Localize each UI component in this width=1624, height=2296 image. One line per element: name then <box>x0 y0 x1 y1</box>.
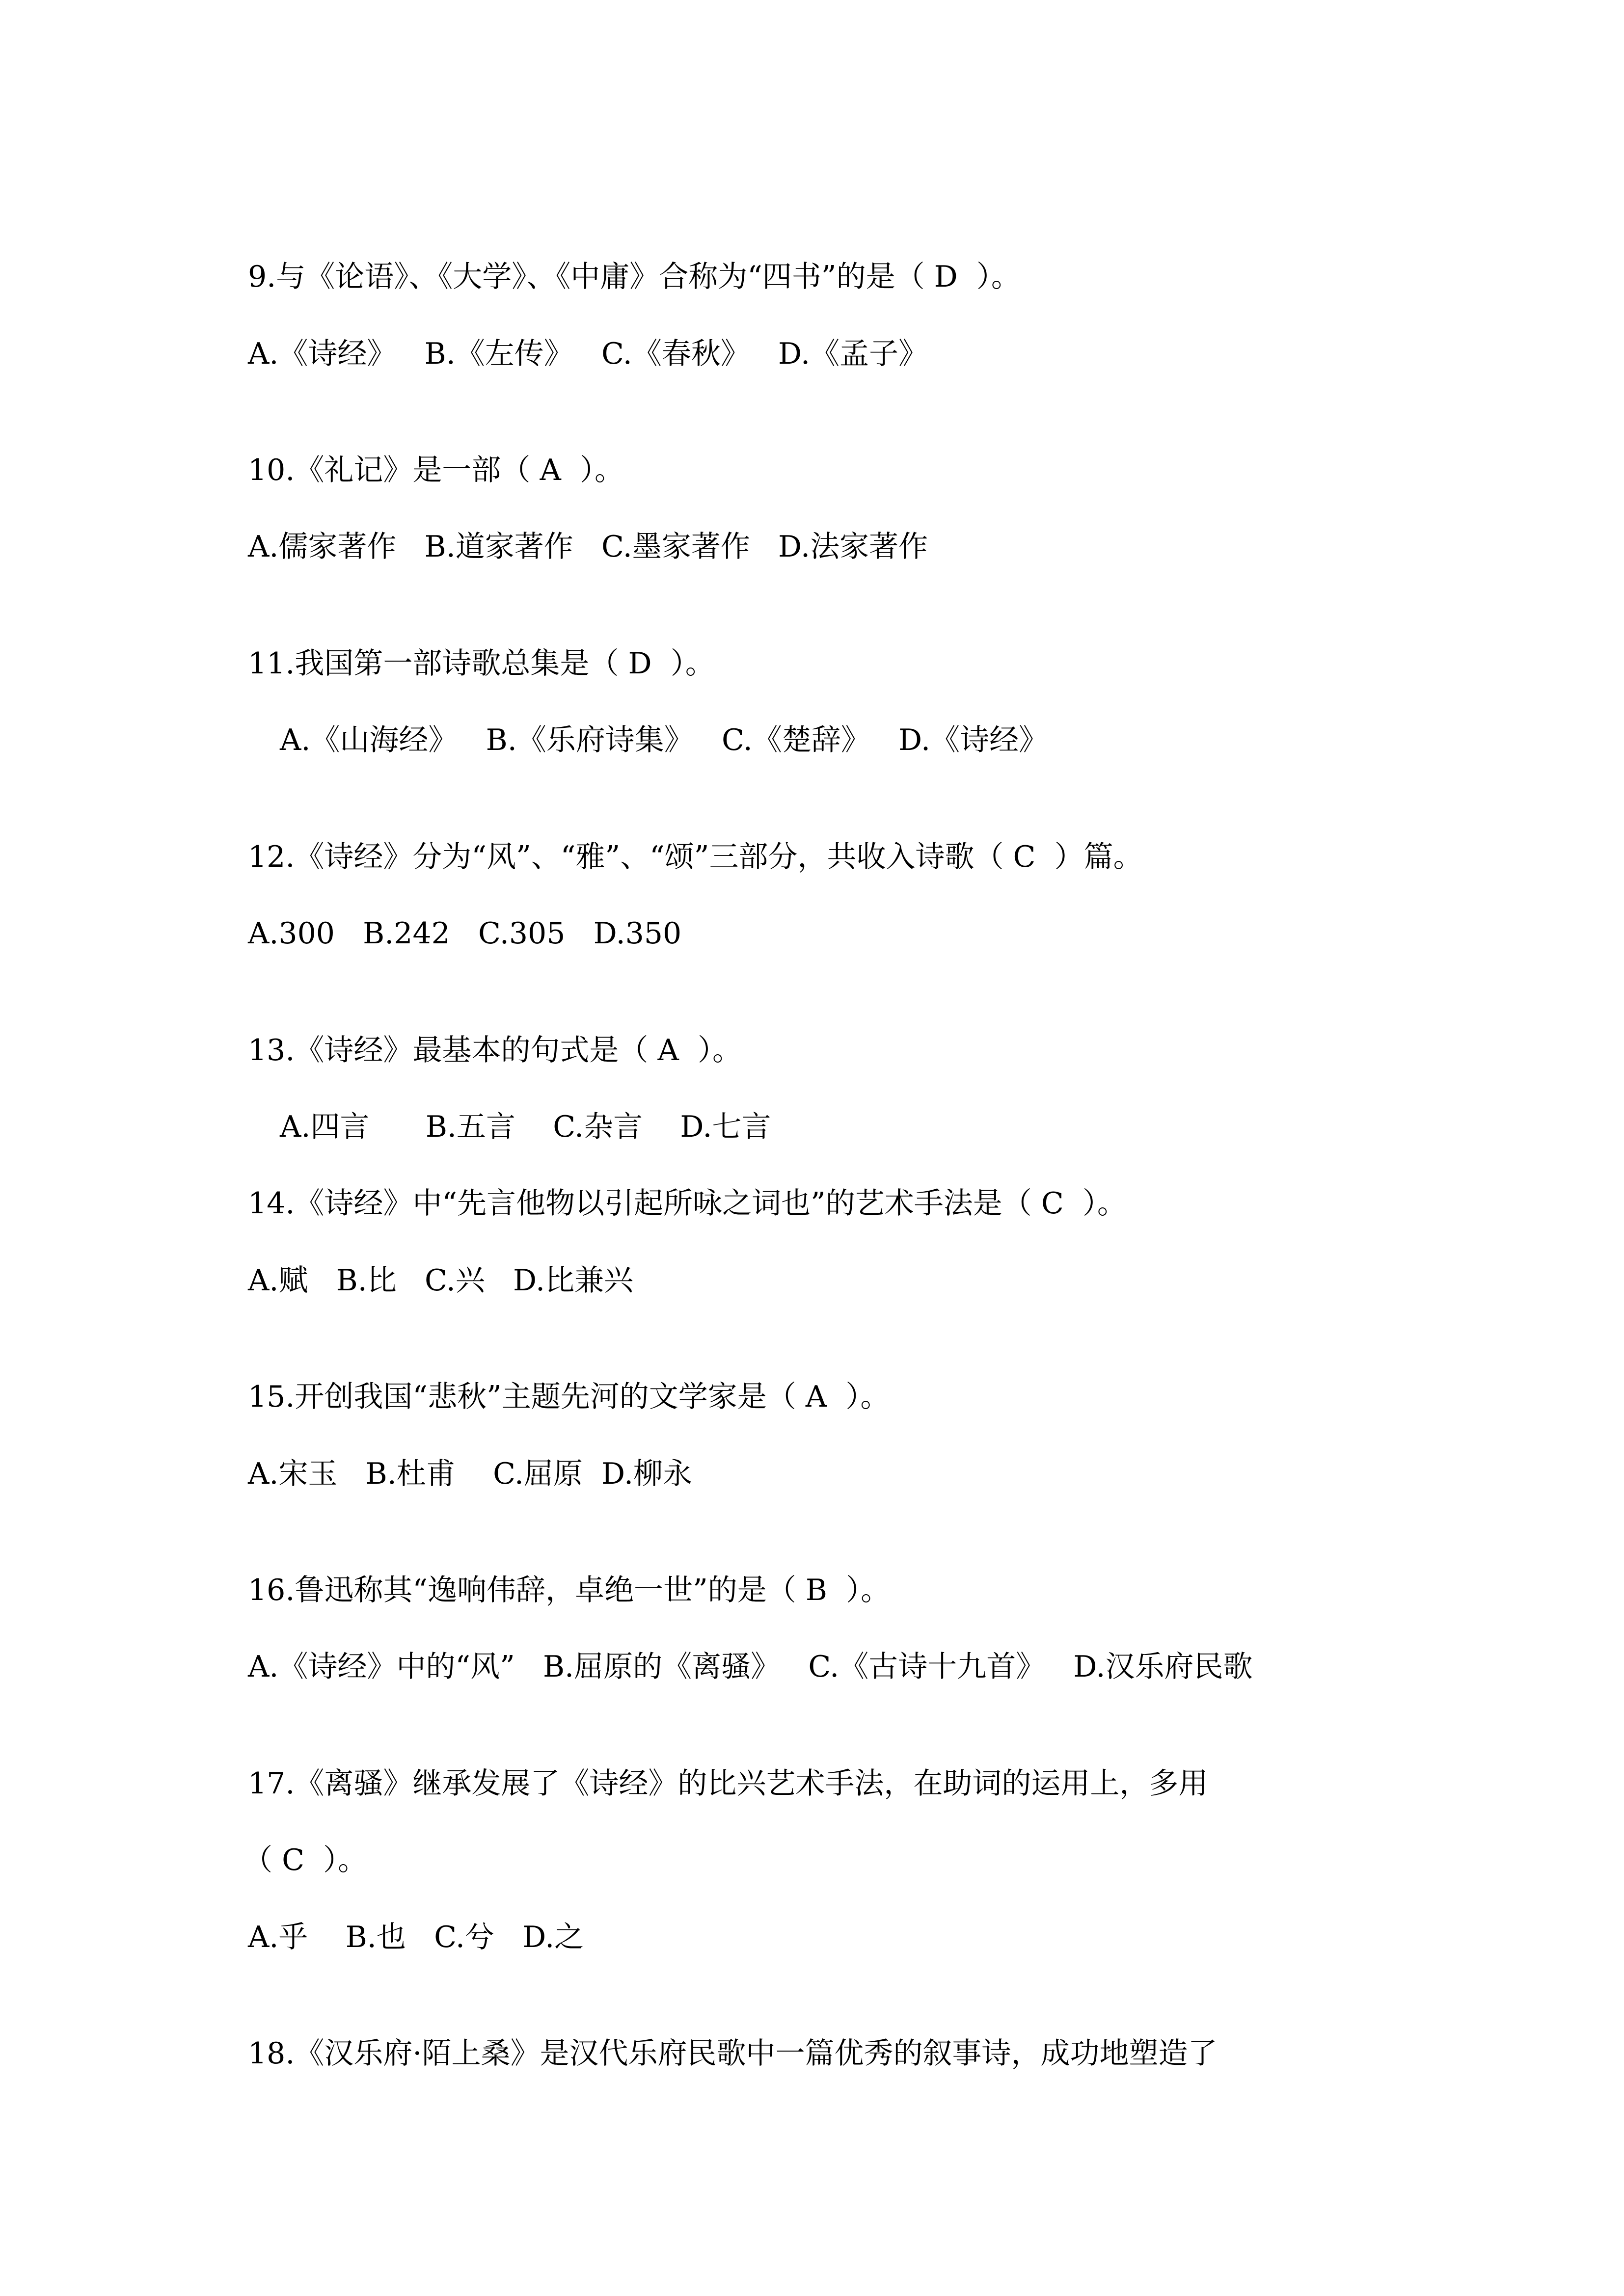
question-18: 18.《汉乐府·陌上桑》是汉代乐府民歌中一篇优秀的叙事诗，成功地塑造了 <box>248 2036 1218 2071</box>
question-10-options: A.儒家著作 B.道家著作 C.墨家著作 D.法家著作 <box>248 530 928 564</box>
question-14-options: A.赋 B.比 C.兴 D.比兼兴 <box>248 1263 634 1298</box>
question-16: 16.鲁迅称其“逸响伟辞，卓绝一世”的是（ B ）。 <box>248 1573 891 1607</box>
question-17-options: A.乎 B.也 C.兮 D.之 <box>248 1920 584 1954</box>
question-11: 11.我国第一部诗歌总集是（ D ）。 <box>248 646 715 681</box>
question-13: 13.《诗经》最基本的句式是（ A ）。 <box>248 1033 742 1068</box>
question-15: 15.开创我国“悲秋”主题先河的文学家是（ A ）。 <box>248 1380 890 1414</box>
question-12-options: A.300 B.242 C.305 D.350 <box>248 916 682 951</box>
question-13-options: A.四言 B.五言 C.杂言 D.七言 <box>280 1110 771 1144</box>
question-10: 10.《礼记》是一部（ A ）。 <box>248 453 624 487</box>
question-17-continuation: （ C ）。 <box>243 1843 368 1877</box>
question-16-options: A.《诗经》中的“风” B.屈原的《离骚》 C.《古诗十九首》 D.汉乐府民歌 <box>248 1650 1253 1684</box>
question-15-options: A.宋玉 B.杜甫 C.屈原 D.柳永 <box>248 1457 693 1491</box>
question-12: 12.《诗经》分为“风”、“雅”、“颂”三部分，共收入诗歌（ C ）篇。 <box>248 840 1143 874</box>
question-14: 14.《诗经》中“先言他物以引起所咏之词也”的艺术手法是（ C ）。 <box>248 1186 1127 1221</box>
question-9-options: A.《诗经》 B.《左传》 C.《春秋》 D.《孟子》 <box>248 337 928 371</box>
question-17: 17.《离骚》继承发展了《诗经》的比兴艺术手法，在助词的运用上，多用 <box>248 1766 1208 1801</box>
question-11-options: A.《山海经》 B.《乐府诗集》 C.《楚辞》 D.《诗经》 <box>280 723 1049 757</box>
question-9: 9.与《论语》、《大学》、《中庸》合称为“四书”的是（ D ）。 <box>248 260 1021 294</box>
